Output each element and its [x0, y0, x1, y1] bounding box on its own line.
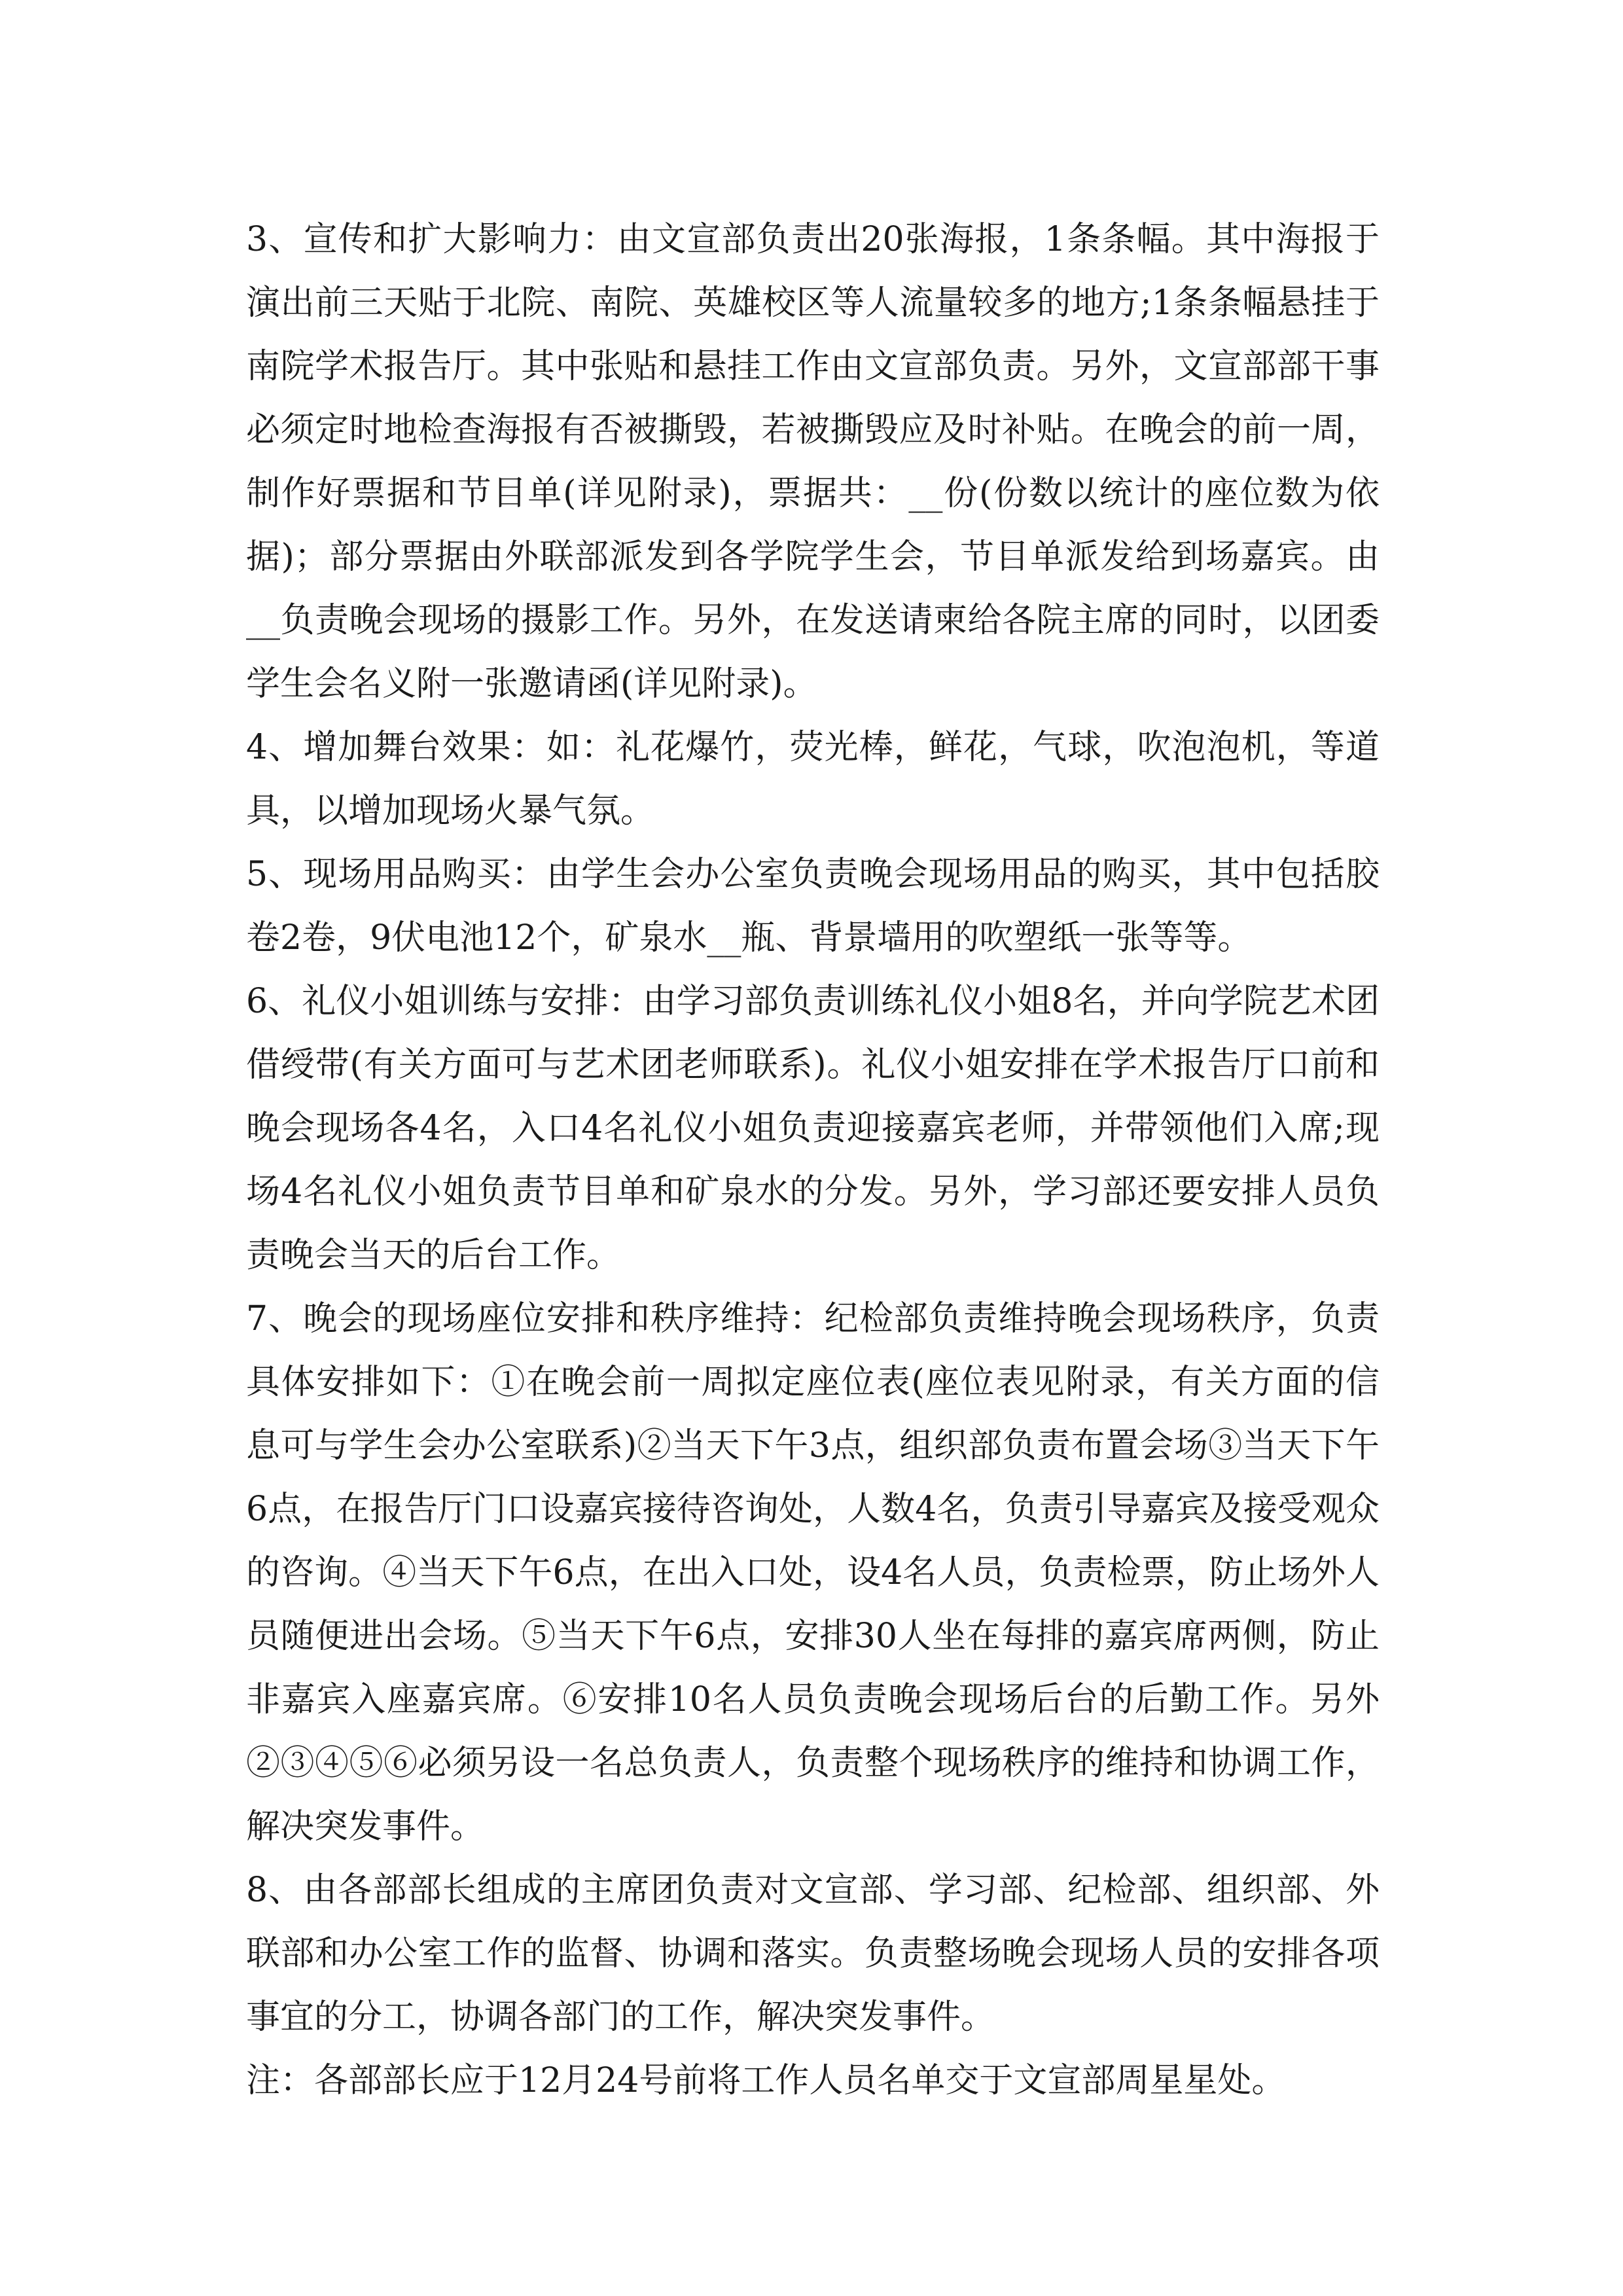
paragraph-publicity: 3、宣传和扩大影响力：由文宣部负责出20张海报，1条条幅。其中海报于演出前三天贴于北院、南院、英雄校区等人流量较多的地方;1条条幅悬挂于南院学术报告厅。其中张贴和悬挂工作由文宣部负责。另外，文宣部部干事必须定时地检查海报有否被撕毁，若被撕毁应及时补贴。在晚会的前一周，制作好票据和节目单(详见附录)，票据共：__份(份数以统计的座位数为依据)；部分票据由外联部派发到各学院学生会，节目单派发给到场嘉宾。由__负责晚会现场的摄影工作。另外，在发送请柬给各院主席的同时，以团委学生会名义附一张邀请函(详见附录)。 — [246, 220, 1380, 704]
document-page — [246, 208, 1380, 2113]
paragraph-supplies-purchase: 5、现场用品购买：由学生会办公室负责晚会现场用品的购买，其中包括胶卷2卷，9伏电池12个，矿泉水__瓶、背景墙用的吹塑纸一张等等。 — [246, 855, 1380, 958]
paragraph-seating-order: 7、晚会的现场座位安排和秩序维持：纪检部负责维持晚会现场秩序，负责具体安排如下：①在晚会前一周拟定座位表(座位表见附录，有关方面的信息可与学生会办公室联系)②当天下午3点，组织部负责布置会场③当天下午6点，在报告厅门口设嘉宾接待咨询处，人数4名，负责引导嘉宾及接受观众的咨询。④当天下午6点，在出入口处，设4名人员，负责检票，防止场外人员随便进出会场。⑤当天下午6点，安排30人坐在每排的嘉宾席两侧，防止非嘉宾入座嘉宾席。⑥安排10名人员负责晚会现场后台的后勤工作。另外②③④⑤⑥必须另设一名总负责人，负责整个现场秩序的维持和协调工作，解决突发事件。 — [246, 1299, 1380, 1846]
paragraph-presidium: 8、由各部部长组成的主席团负责对文宣部、学习部、纪检部、组织部、外联部和办公室工作的监督、协调和落实。负责整场晚会现场人员的安排各项事宜的分工，协调各部门的工作，解决突发事件。 — [246, 1871, 1380, 2037]
paragraph-note: 注：各部部长应于12月24号前将工作人员名单交于文宣部周星星处。 — [246, 2061, 1286, 2100]
paragraph-etiquette-staff: 6、礼仪小姐训练与安排：由学习部负责训练礼仪小姐8名，并向学院艺术团借绶带(有关方面可与艺术团老师联系)。礼仪小姐安排在学术报告厅口前和晚会现场各4名，入口4名礼仪小姐负责迎接嘉宾老师，并带领他们入席;现场4名礼仪小姐负责节目单和矿泉水的分发。另外，学习部还要安排人员负责晚会当天的后台工作。 — [246, 982, 1380, 1275]
paragraph-stage-effects: 4、增加舞台效果：如：礼花爆竹，荧光棒，鲜花，气球，吹泡泡机，等道具，以增加现场火暴气氛。 — [246, 728, 1380, 831]
